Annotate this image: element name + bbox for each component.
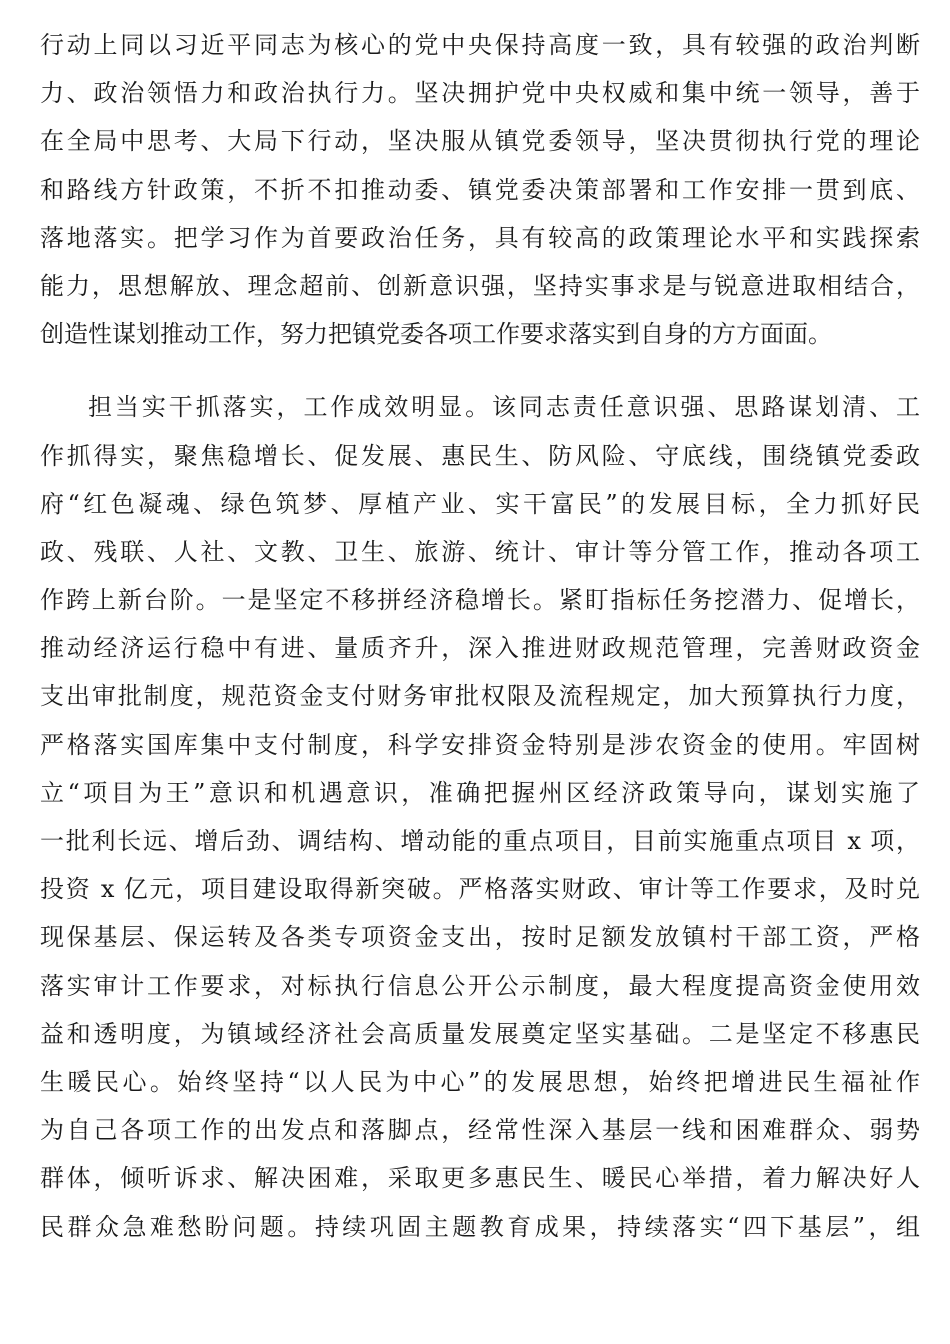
text-line: 严格落实国库集中支付制度，科学安排资金特别是涉农资金的使用。牢固树 — [40, 730, 920, 759]
text-line: 落地落实。把学习作为首要政治任务，具有较高的政策理论水平和实践探索 — [40, 223, 920, 252]
text-line: 力、政治领悟力和政治执行力。坚决拥护党中央权威和集中统一领导，善于 — [40, 79, 920, 108]
text-line: 能力，思想解放、理念超前、创新意识强，坚持实事求是与锐意进取相结合， — [40, 271, 920, 300]
text-line: 群体，倾听诉求、解决困难，采取更多惠民生、暖民心举措，着力解决好人 — [40, 1164, 920, 1193]
text-line: 行动上同以习近平同志为核心的党中央保持高度一致，具有较强的政治判断 — [40, 31, 920, 59]
text-line: 作抓得实，聚焦稳增长、促发展、惠民生、防风险、守底线，围绕镇党委政 — [40, 441, 920, 470]
text-line: 为自己各项工作的出发点和落脚点，经常性深入基层一线和困难群众、弱势 — [40, 1116, 920, 1145]
text-line: 和路线方针政策，不折不扣推动委、镇党委决策部署和工作安排一贯到底、 — [40, 175, 920, 204]
text-line: 现保基层、保运转及各类专项资金支出，按时足额发放镇村干部工资，严格 — [40, 923, 920, 952]
text-line: 推动经济运行稳中有进、量质齐升，深入推进财政规范管理，完善财政资金 — [40, 634, 920, 663]
paragraph-political-loyalty — [40, 21, 920, 358]
text-line: 创造性谋划推动工作，努力把镇党委各项工作要求落实到自身的方方面面。 — [40, 320, 832, 349]
text-line: 落实审计工作要求，对标执行信息公开公示制度，最大程度提高资金使用效 — [40, 971, 920, 1000]
text-line: 生暖民心。始终坚持“以人民为中心”的发展思想，始终把增进民生福祉作 — [40, 1067, 920, 1096]
text-line: 府“红色凝魂、绿色筑梦、厚植产业、实干富民”的发展目标，全力抓好民 — [40, 489, 920, 518]
text-line: 政、残联、人社、文教、卫生、旅游、统计、审计等分管工作，推动各项工 — [40, 537, 920, 566]
text-line: 民群众急难愁盼问题。持续巩固主题教育成果，持续落实“四下基层”，组 — [40, 1212, 920, 1241]
text-line: 投资 x 亿元，项目建设取得新突破。严格落实财政、审计等工作要求，及时兑 — [40, 875, 920, 904]
text-line: 立“项目为王”意识和机遇意识，准确把握州区经济政策导向，谋划实施了 — [40, 778, 920, 807]
text-line: 作跨上新台阶。一是坚定不移拼经济稳增长。紧盯指标任务挖潜力、促增长， — [40, 586, 920, 615]
text-line: 一批利长远、增后劲、调结构、增动能的重点项目，目前实施重点项目 x 项， — [40, 827, 920, 855]
document-page — [40, 21, 920, 1251]
text-line: 益和透明度，为镇域经济社会高质量发展奠定坚实基础。二是坚定不移惠民 — [40, 1019, 920, 1048]
text-line: 担当实干抓落实，工作成效明显。该同志责任意识强、思路谋划清、工 — [88, 393, 920, 422]
paragraph-work-results — [40, 383, 920, 1250]
paragraph-spacer — [40, 358, 920, 383]
text-line: 在全局中思考、大局下行动，坚决服从镇党委领导，坚决贯彻执行党的理论 — [40, 127, 920, 156]
text-line: 支出审批制度，规范资金支付财务审批权限及流程规定，加大预算执行力度， — [40, 682, 920, 711]
